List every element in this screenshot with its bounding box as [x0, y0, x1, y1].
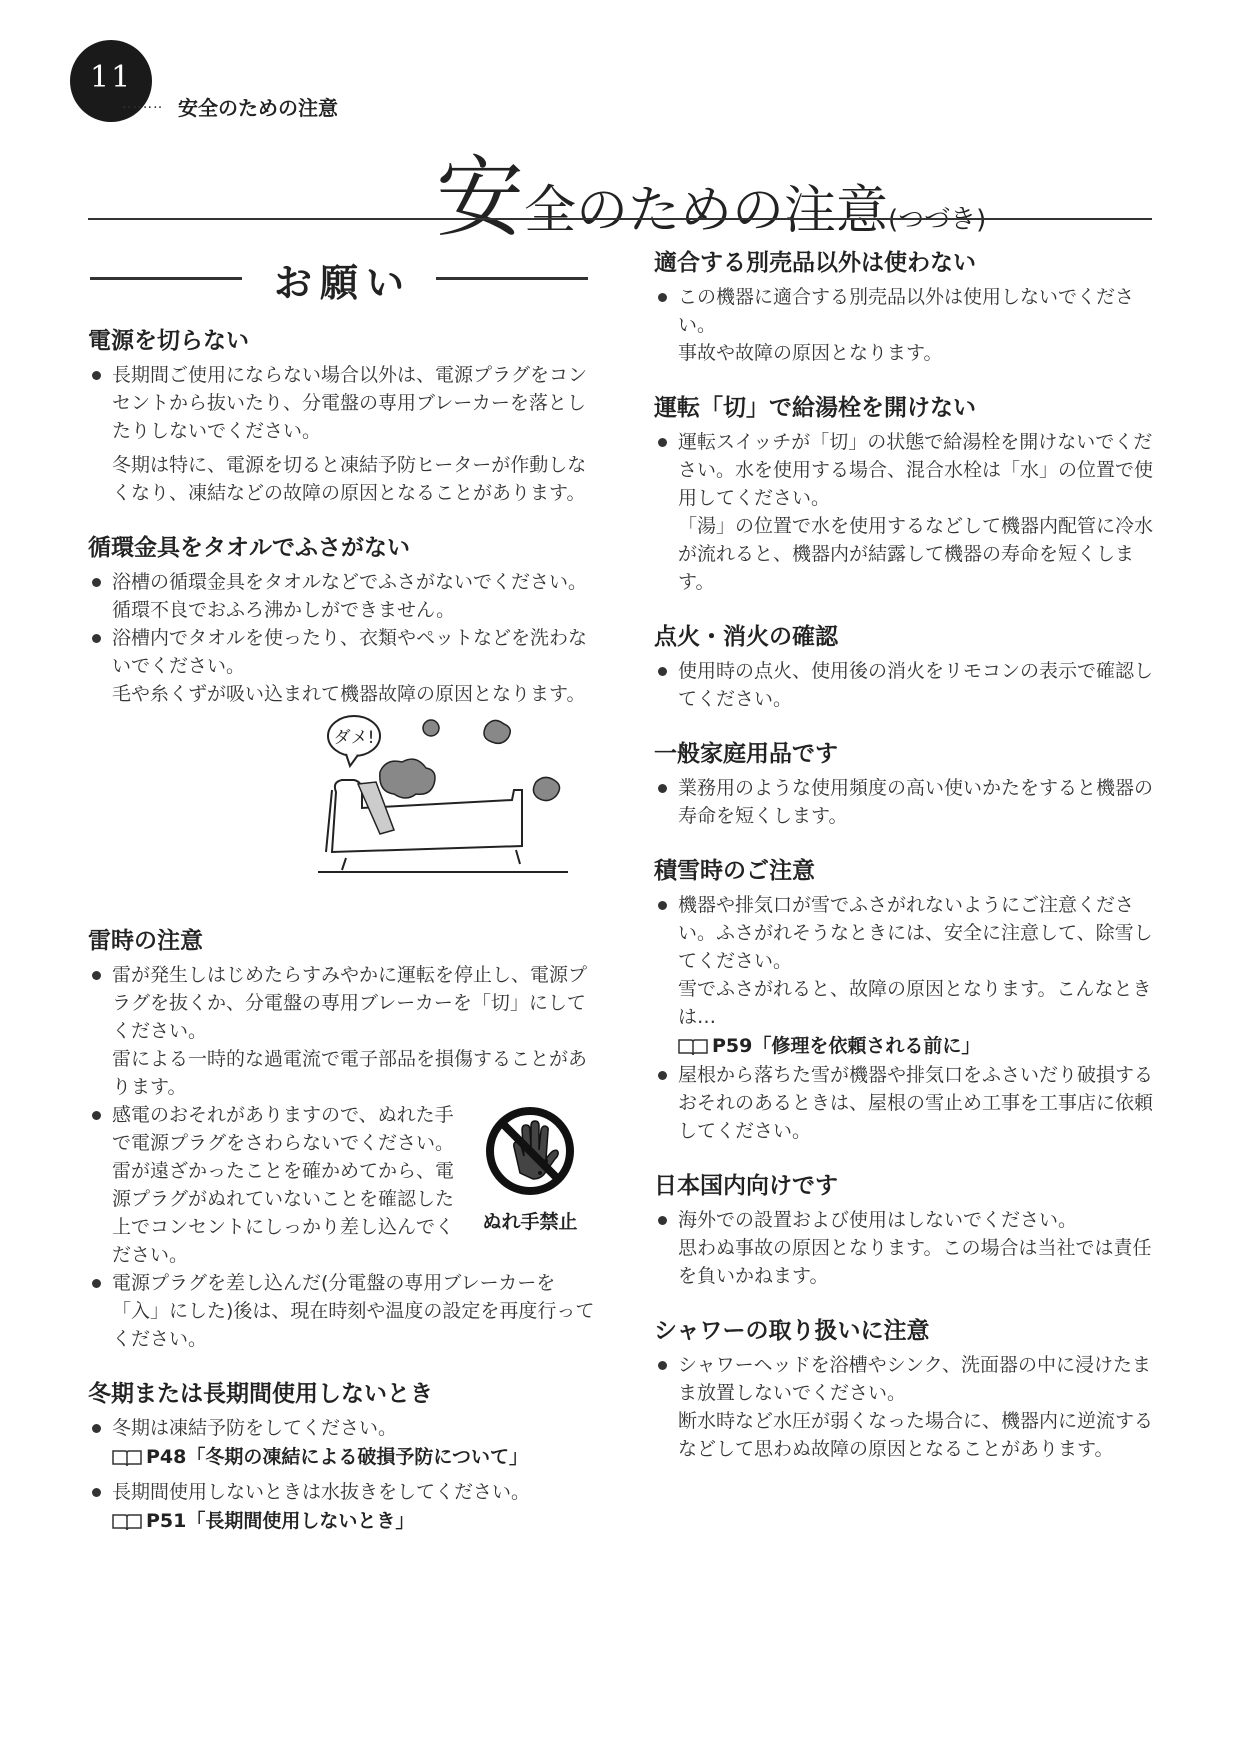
list-item: シャワーヘッドを浴槽やシンク、洗面器の中に浸けたまま放置しないでください。 — [654, 1351, 1164, 1407]
list-item: 海外での設置および使用はしないでください。 — [654, 1206, 1164, 1234]
banner-line-right — [436, 277, 588, 280]
section-domestic — [654, 1167, 1164, 1290]
section-heading: 雷時の注意 — [88, 928, 203, 954]
bullet-icon — [658, 1071, 667, 1080]
section-heading: 電源を切らない — [88, 328, 249, 354]
list-item: 感電のおそれがありますので、ぬれた手で電源プラグをさわらないでください。雷が遠ざかったことを確かめてから、電源プラグがぬれていないことを確認した上でコンセントにしっかり差し込んでください。 — [88, 1101, 454, 1269]
list-item: この機器に適合する別売品以外は使用しないでください。 — [654, 283, 1164, 339]
list-item: 電源プラグを差し込んだ(分電盤の専用ブレーカーを「入」にした)後は、現在時刻や温度の設定を再度行ってください。 — [88, 1269, 598, 1353]
section-heading: 積雪時のご注意 — [654, 858, 815, 884]
bullet-icon — [92, 1488, 101, 1497]
banner-label: お願い — [273, 261, 412, 305]
header-dots: ‥‥‥‥ — [122, 96, 164, 112]
list-item: 浴槽内でタオルを使ったり、衣類やペットなどを洗わないでください。 — [88, 624, 598, 680]
right-column — [654, 244, 1164, 1485]
list-item: 業務用のような使用頻度の高い使いかたをすると機器の寿命を短くします。 — [654, 774, 1164, 830]
page-number: 11 — [90, 60, 133, 95]
section-shower — [654, 1312, 1164, 1463]
item-note: 思わぬ事故の原因となります。この場合は当社では責任を負いかねます。 — [678, 1237, 1152, 1287]
bullet-icon — [658, 1216, 667, 1225]
section-heading: 冬期または長期間使用しないとき — [88, 1381, 433, 1407]
bullet-icon — [92, 1111, 101, 1120]
section-household — [654, 735, 1164, 830]
list-item: 使用時の点火、使用後の消火をリモコンの表示で確認してください。 — [654, 657, 1164, 713]
title-divider — [88, 218, 1152, 220]
bullet-icon — [658, 293, 667, 302]
item-note: 事故や故障の原因となります。 — [678, 342, 943, 364]
bullet-icon — [658, 901, 667, 910]
page-reference: P59「修理を依頼される前に」 — [654, 1031, 1164, 1061]
list-item: 運転スイッチが「切」の状態で給湯栓を開けないでください。水を使用する場合、混合水栓は「水」の位置で使用してください。 — [654, 428, 1164, 512]
book-icon — [112, 1449, 142, 1467]
bullet-icon — [92, 371, 101, 380]
item-note: 「湯」の位置で水を使用するなどして機器内配管に冷水が流れると、機器内が結露して機器の寿命を短くします。 — [678, 515, 1154, 593]
item-note: 断水時など水圧が弱くなった場合に、機器内に逆流するなどして思わぬ故障の原因となることがあります。 — [678, 1410, 1154, 1460]
section-heading: 日本国内向けです — [654, 1173, 838, 1199]
item-note: 雪でふさがれると、故障の原因となります。こんなときは… — [678, 978, 1152, 1028]
list-item: 長期間使用しないときは水抜きをしてください。 — [88, 1478, 598, 1506]
list-item: 長期間ご使用にならない場合以外は、電源プラグをコンセントから抜いたり、分電盤の専用ブレーカーを落としたりしないでください。 — [88, 361, 598, 445]
section-snow — [654, 852, 1164, 1145]
bullet-icon — [658, 438, 667, 447]
wet-hand-prohibited — [470, 1103, 590, 1234]
bullet-icon — [658, 784, 667, 793]
section-accessories — [654, 244, 1164, 367]
section-winter — [88, 1375, 598, 1536]
item-note: 冬期は特に、電源を切ると凍結予防ヒーターが作動しなくなり、凍結などの故障の原因となることがあります。 — [112, 454, 587, 504]
item-note: 循環不良でおふろ沸かしができません。 — [112, 599, 456, 621]
bullet-icon — [92, 1279, 101, 1288]
list-item: 雷が発生しはじめたらすみやかに運転を停止し、電源プラグを抜くか、分電盤の専用ブレーカーを「切」にしてください。 — [88, 961, 598, 1045]
section-heading: シャワーの取り扱いに注意 — [654, 1318, 930, 1344]
page-title-suffix: (つづき) — [888, 205, 987, 235]
speech-bubble-text: ダメ! — [333, 728, 375, 748]
item-note: 毛や糸くずが吸い込まれて機器故障の原因となります。 — [112, 683, 586, 705]
section-power — [88, 322, 598, 507]
book-icon — [678, 1038, 708, 1056]
section-lightning — [88, 922, 598, 1353]
item-note: 雷による一時的な過電流で電子部品を損傷することがあります。 — [112, 1048, 588, 1098]
section-heading: 適合する別売品以外は使わない — [654, 250, 976, 276]
page-reference: P51「長期間使用しないとき」 — [88, 1506, 598, 1536]
section-label: 安全のための注意 — [178, 96, 338, 120]
section-circulation — [88, 529, 598, 882]
section-ignition — [654, 618, 1164, 713]
request-banner — [88, 230, 598, 322]
section-heading: 点火・消火の確認 — [654, 624, 838, 650]
bullet-icon — [92, 1424, 101, 1433]
section-heading: 一般家庭用品です — [654, 741, 838, 767]
bathtub-illustration — [88, 712, 598, 882]
list-item: 浴槽の循環金具をタオルなどでふさがないでください。 — [88, 568, 598, 596]
page-title-first-char: 安 — [436, 146, 525, 249]
page-title-rest: 全のための注意 — [524, 181, 889, 241]
page-reference: P48「冬期の凍結による破損予防について」 — [88, 1442, 598, 1472]
bullet-icon — [658, 1361, 667, 1370]
section-heading: 運転「切」で給湯栓を開けない — [654, 395, 976, 421]
section-faucet — [654, 389, 1164, 596]
section-heading: 循環金具をタオルでふさがない — [88, 535, 410, 561]
bullet-icon — [92, 971, 101, 980]
icon-label: ぬれ手禁止 — [482, 1211, 578, 1233]
bathtub-icon — [88, 712, 598, 882]
book-icon — [112, 1513, 142, 1531]
bullet-icon — [92, 634, 101, 643]
list-item: 機器や排気口が雪でふさがれないようにご注意ください。ふさがれそうなときには、安全に注意して、除雪してください。 — [654, 891, 1164, 975]
bullet-icon — [92, 578, 101, 587]
left-column — [88, 230, 598, 1558]
list-item: 冬期は凍結予防をしてください。 — [88, 1414, 598, 1442]
no-wet-hands-icon — [482, 1103, 578, 1199]
bullet-icon — [658, 667, 667, 676]
list-item: 屋根から落ちた雪が機器や排気口をふさいだり破損するおそれのあるときは、屋根の雪止め工事を工事店に依頼してください。 — [654, 1061, 1164, 1145]
